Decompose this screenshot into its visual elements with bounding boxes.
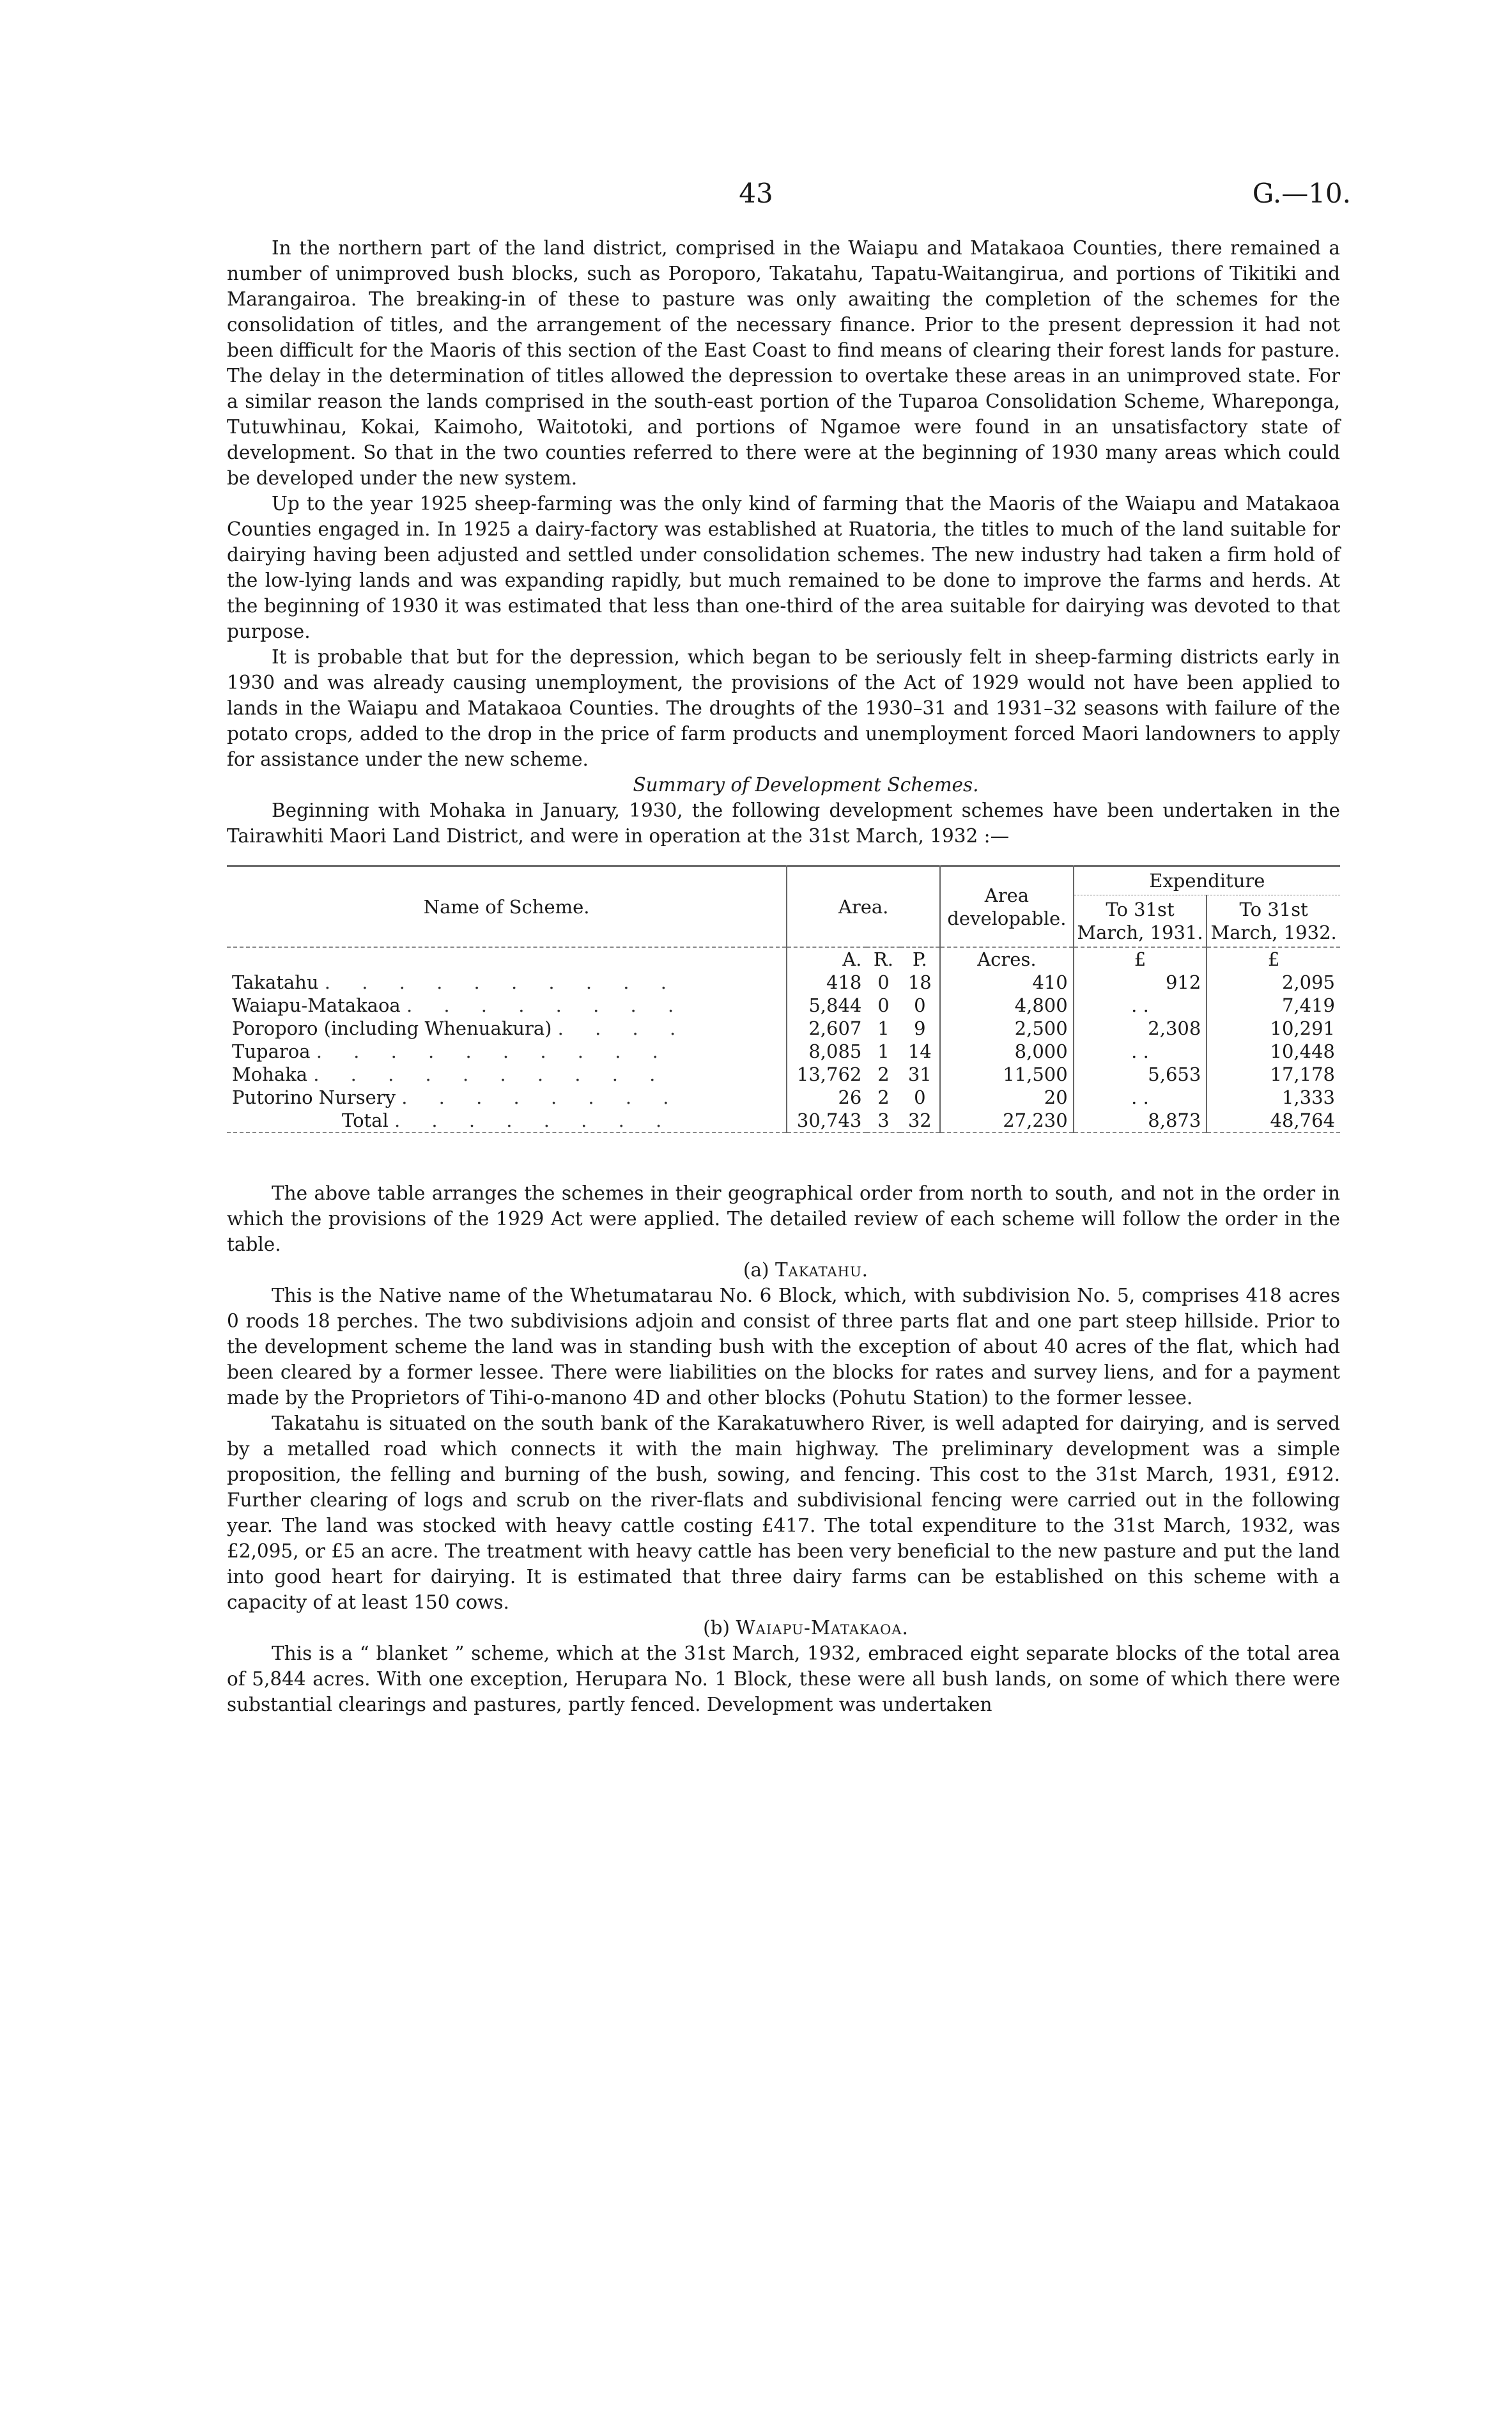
header-expenditure: Expenditure [1074,866,1340,895]
leader-dots: . . . . . . . . [406,994,687,1016]
table-row [227,1086,1340,1109]
total-label: Total [342,1110,389,1131]
unit-pound-1931: £ [1074,947,1207,971]
cell-r: 2 [877,1063,890,1085]
total-row [227,1109,1340,1133]
cell-p: 14 [907,1040,932,1062]
cell-exp-1931: 5,653 [1074,1063,1207,1086]
paragraph: Takatahu is situated on the south bank of the Karakatuwhero River, is well adapted for dairying, and is served by a metalled road which connects it with the main highway. The preliminary development was a simple proposition, the felling and burning of the bush, sowing, and fencing. This cost to the 31st March, 1931, £912. Further clearing of logs and scrub on the river-flats and subdivisional fencing were carried out in the following year. The land was stocked with heavy cattle costing £417. The total expenditure to the 31st March, 1932, was £2,095, or £5 an acre. The treatment with heavy cattle has been very beneficial to the new pasture and put the land into good heart for dairying. It is estimated that three dairy farms can be established on this scheme with a capacity of at least 150 cows. [227,1412,1340,1613]
paragraph: This is a “ blanket ” scheme, which at the 31st March, 1932, embraced eight separate blocks of the total area of 5,844 acres. With one exception, Herupara No. 1 Block, these were all bush lands, on some of which there were substantial clearings and pastures, partly fenced. Development was undertaken [227,1643,1340,1715]
table-row [227,1017,1340,1040]
total-a: 30,743 [787,1109,867,1133]
cell-a: 26 [787,1086,867,1109]
cell-exp-1932: 10,448 [1207,1040,1340,1063]
cell-r: 2 [877,1086,890,1108]
cell-developable: 11,500 [940,1063,1074,1086]
cell-developable: 8,000 [940,1040,1074,1063]
cell-exp-1932: 17,178 [1207,1063,1340,1086]
table-bottom-rule [227,1133,1340,1136]
cell-r: 0 [877,971,890,993]
header-area-developable: Area developable. [940,866,1074,947]
cell-exp-1932: 1,333 [1207,1086,1340,1109]
leader-dots: . . . . . . . . . . [316,1040,671,1062]
paragraph: It is probable that but for the depression, which began to be seriously felt in sheep-farming districts early in 1930 and was already causing unemployment, the provisions of the Act of 1929 would not have been applied to lands in the Waiapu and Matakaoa Counties. The droughts of the 1930–31 and 1931–32 seasons with failure of the potato crops, added to the drop in the price of farm products and unemployment forced Maori landowners to apply for assistance under the new scheme. [227,646,1340,770]
unit-pound-1932: £ [1207,947,1340,971]
cell-r: 1 [877,1040,890,1062]
paragraph: Up to the year 1925 sheep-farming was the only kind of farming that the Maoris of the Waiapu and Matakaoa Counties engaged in. In 1925 a dairy-factory was established at Ruatoria, the titles to much of the land suitable for dairying having been adjusted and settled under consolidation schemes. The new industry had taken a firm hold of the low-lying lands and was expanding rapidly, but much remained to be done to improve the farms and herds. At the beginning of 1930 it was estimated that less than one-third of the area suitable for dairying was devoted to that purpose. [227,493,1340,642]
total-exp-1932: 48,764 [1207,1109,1340,1133]
cell-exp-1931: . . [1074,994,1207,1017]
leader-dots: . . . . . . . . [401,1086,682,1108]
cell-p: 31 [907,1063,932,1085]
leader-dots: . . . . . . . . [394,1110,675,1131]
summary-intro: Beginning with Mohaka in January, 1930, the following development schemes have been undertaken in the Tairawhiti Maori Land District, and were in operation at the 31st March, 1932 :— [227,800,1340,847]
total-developable: 27,230 [940,1109,1074,1133]
page-number: 43 [739,178,773,209]
cell-a: 5,844 [787,994,867,1017]
cell-exp-1932: 2,095 [1207,971,1340,994]
total-p: 32 [907,1110,932,1131]
cell-exp-1931: . . [1074,1086,1207,1109]
schemes-table [227,865,1340,1136]
section-b-heading [227,1615,1340,1641]
table-row [227,1063,1340,1086]
header-name: Name of Scheme. [423,895,590,918]
cell-a: 2,607 [787,1017,867,1040]
cell-p: 0 [914,1086,926,1108]
cell-developable: 410 [940,971,1074,994]
cell-developable: 20 [940,1086,1074,1109]
cell-p: 0 [914,994,926,1016]
header-exp-1931: To 31st March, 1931. [1074,895,1207,948]
scheme-name: Putorino Nursery [232,1086,396,1108]
table-row [227,994,1340,1017]
header-area: Area. [787,866,940,947]
cell-developable: 2,500 [940,1017,1074,1040]
section-a-title: Takatahu. [775,1259,869,1281]
cell-exp-1931: 912 [1074,971,1207,994]
cell-a: 13,762 [787,1063,867,1086]
leader-dots: . . . . . . . . . . [324,971,679,993]
units-row [227,947,1340,971]
scheme-name: Poroporo (including Whenuakura) [232,1017,552,1039]
table-row [227,971,1340,994]
scheme-name: Tuparoa [232,1040,311,1062]
cell-exp-1932: 10,291 [1207,1017,1340,1040]
document-code: G.—10. [1252,178,1351,209]
page-body [227,235,1340,1717]
section-b-title: Waiapu-Matakaoa. [736,1617,909,1639]
leader-dots: . . . . . . . . . . [313,1063,668,1085]
header-exp-1932: To 31st March, 1932. [1207,895,1340,948]
cell-a: 8,085 [787,1040,867,1063]
table-row [227,1040,1340,1063]
leader-dots: . . . . [557,1017,689,1039]
scheme-name: Mohaka [232,1063,307,1085]
cell-p: 9 [914,1017,926,1039]
total-r: 3 [877,1110,890,1131]
section-b-label: (b) [703,1617,730,1639]
cell-exp-1932: 7,419 [1207,994,1340,1017]
total-exp-1931: 8,873 [1074,1109,1207,1133]
paragraph: In the northern part of the land district, comprised in the Waiapu and Matakaoa Counties, there remained a number of unimproved bush blocks, such as Poroporo, Takatahu, Tapatu-Waitangirua, and portions of Tikitiki and Marangairoa. The breaking-in of these to pasture was only awaiting the completion of the schemes for the consolidation of titles, and the arrangement of the necessary finance. Prior to the present depression it had not been difficult for the Maoris of this section of the East Coast to find means of clearing their forest lands for pasture. The delay in the determination of titles allowed the depression to overtake these areas in an unimproved state. For a similar reason the lands comprised in the south-east portion of the Tuparoa Consolidation Scheme, Whareponga, Tutuwhinau, Kokai, Kaimoho, Waitotoki, and portions of Ngamoe were found in an unsatisfactory state of development. So that in the two counties referred to there were at the beginning of 1930 many areas which could be developed under the new system. [227,237,1340,489]
scheme-name: Takatahu [232,971,319,993]
cell-p: 18 [907,971,932,993]
unit-acres: Acres. [940,947,1074,971]
cell-exp-1931: . . [1074,1040,1207,1063]
section-a-label: (a) [743,1259,769,1281]
scheme-name: Waiapu-Matakaoa [232,994,401,1016]
cell-r: 0 [877,994,890,1016]
unit-a: A. [787,947,867,971]
unit-r: R. [873,948,893,970]
after-table-paragraph: The above table arranges the schemes in their geographical order from north to south, and not in the order in which the provisions of the 1929 Act were applied. The detailed review of each scheme will follow the order in the table. [227,1182,1340,1255]
paragraph: This is the Native name of the Whetumatarau No. 6 Block, which, with subdivision No. 5, comprises 418 acres 0 roods 18 perches. The two subdivisions adjoin and consist of three parts flat and one part steep hillside. Prior to the development scheme the land was in standing bush with the exception of about 40 acres of the flat, which had been cleared by a former lessee. There were liabilities on the blocks for rates and survey liens, and for a payment made by the Proprietors of Tihi-o-manono 4D and other blocks (Pohutu Station) to the former lessee. [227,1285,1340,1409]
summary-heading: Summary of Development Schemes. [633,774,979,796]
cell-developable: 4,800 [940,994,1074,1017]
cell-a: 418 [787,971,867,994]
unit-p: P. [912,948,927,970]
section-a-heading [227,1257,1340,1283]
cell-r: 1 [877,1017,890,1039]
cell-exp-1931: 2,308 [1074,1017,1207,1040]
